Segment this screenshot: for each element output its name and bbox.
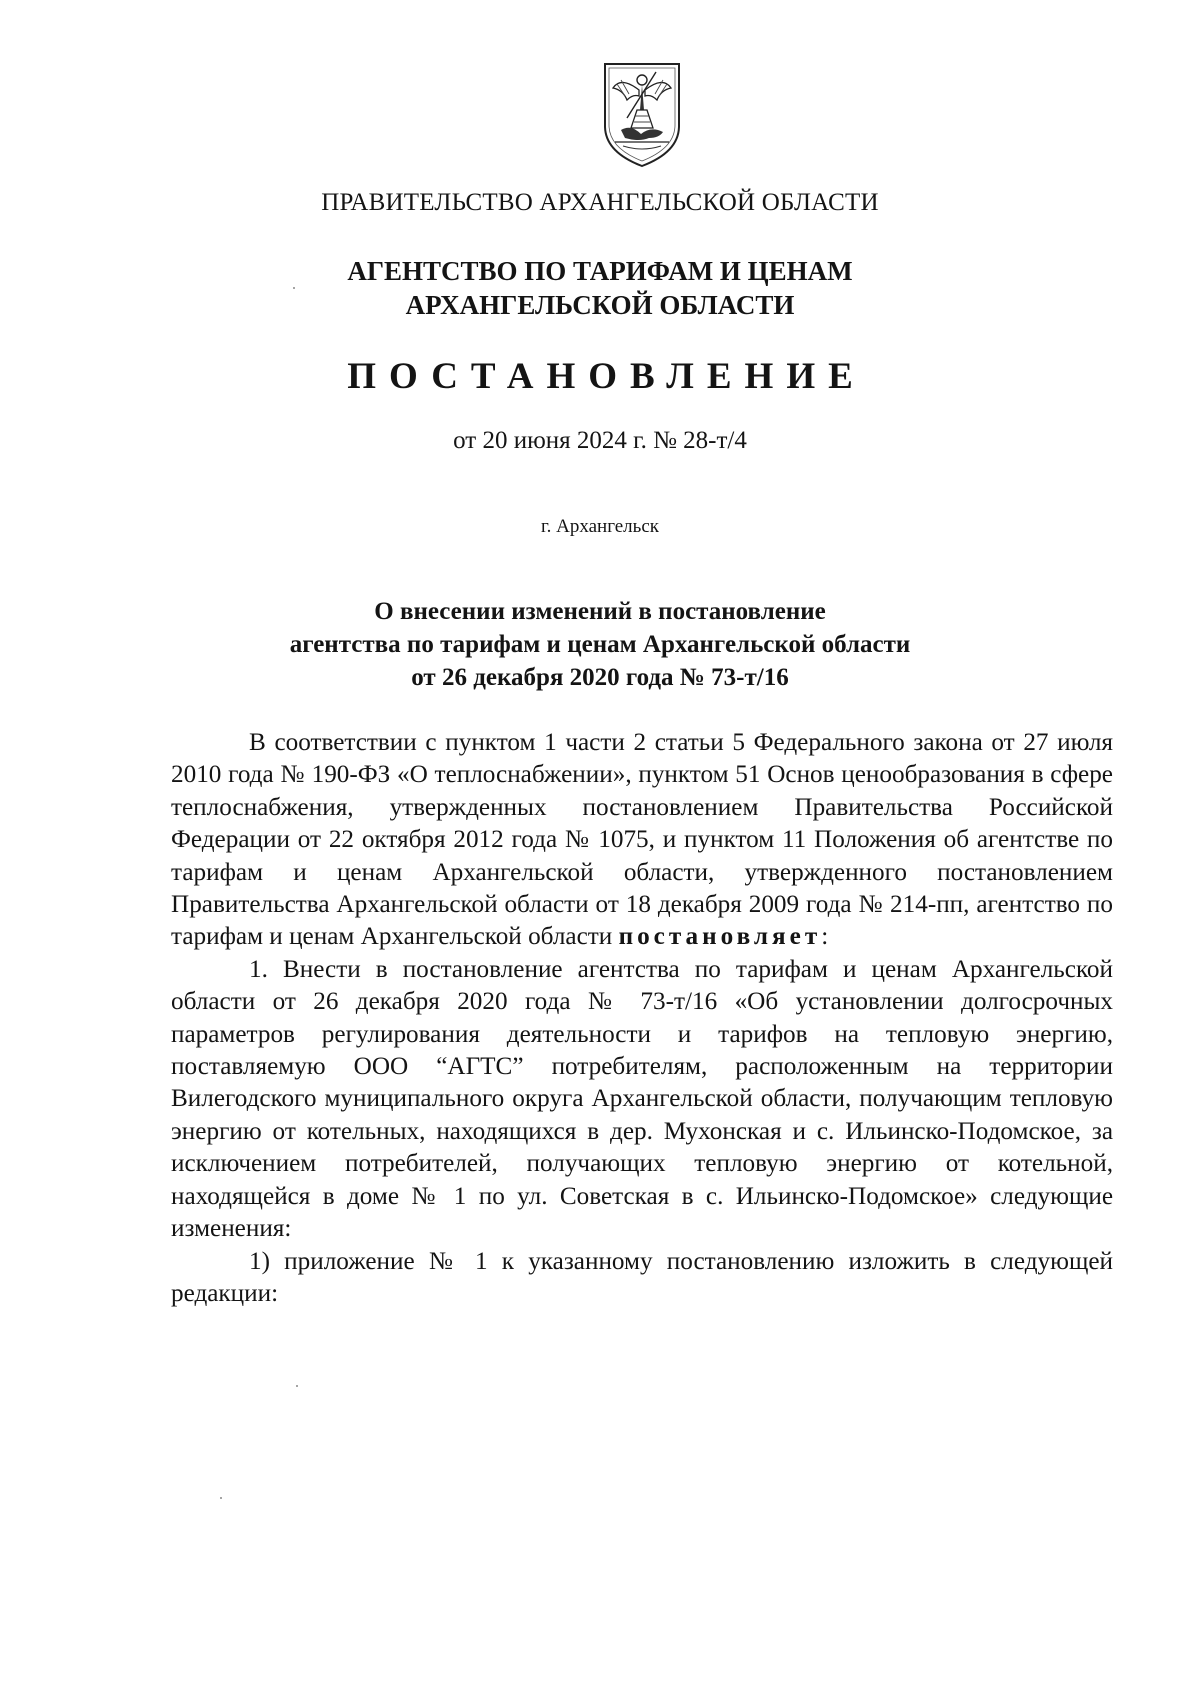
document-body xyxy=(171,727,1113,1310)
document-title xyxy=(0,595,1200,694)
scan-speck xyxy=(293,287,295,289)
subclause-1-paragraph: 1) приложение № 1 к указанному постановлению изложить в следующей редакции: xyxy=(171,1247,1113,1307)
document-type: ПОСТАНОВЛЕНИЕ xyxy=(347,356,866,397)
agency-name-line-1: АГЕНТСТВО ПО ТАРИФАМ И ЦЕНАМ xyxy=(347,256,853,286)
document-title-line-2: агентства по тарифам и ценам Архангельской области xyxy=(289,631,911,658)
document-date-number: от 20 июня 2024 г. № 28-т/4 xyxy=(453,427,747,454)
decree-word: постановляет xyxy=(618,923,822,951)
document-title-line-1: О внесении изменений в постановление xyxy=(374,598,826,625)
archangel-coat-of-arms-icon xyxy=(601,60,683,168)
document-title-line-3: от 26 декабря 2020 года № 73-т/16 xyxy=(411,664,789,691)
scan-speck xyxy=(296,1385,298,1387)
agency-name-line-2: АРХАНГЕЛЬСКОЙ ОБЛАСТИ xyxy=(405,290,795,320)
preamble-colon: : xyxy=(821,923,829,951)
scan-speck xyxy=(220,1497,222,1499)
clause-1-paragraph: 1. Внести в постановление агентства по тарифам и ценам Архангельской области от 26 декабря 2020 года № 73-т/16 «Об установлении долгосрочных параметров регулирования деятельности и тарифов на тепловую энергию, поставляемую ООО “АГТС” потребителям, расположенным на территории Вилегодского муниципального округа Архангельской области, получающим тепловую энергию от котельных, находящихся в дер. Мухонская и с. Ильинско-Подомское, за исключением потребителей, получающих тепловую энергию от котельной, находящейся в доме № 1 по ул. Советская в с. Ильинско-Подомское» следующие изменения: xyxy=(171,955,1113,1243)
preamble-text: В соответствии с пунктом 1 части 2 статьи 5 Федерального закона от 27 июля 2010 года № 190-ФЗ «О теплоснабжении», пунктом 51 Основ ценообразования в сфере теплоснабжения, утвержденных постановлением Правительства Российской Федерации от 22 октября 2012 года № 1075, и пунктом 11 Положения об агентстве по тарифам и ценам Архангельской области, утвержденного постановлением Правительства Архангельской области от 18 декабря 2009 года № 214-пп, агентство по тарифам и ценам Архангельской области xyxy=(171,729,1113,951)
government-name: ПРАВИТЕЛЬСТВО АРХАНГЕЛЬСКОЙ ОБЛАСТИ xyxy=(321,189,879,216)
document-city: г. Архангельск xyxy=(540,516,659,537)
agency-name xyxy=(0,254,1200,322)
preamble-paragraph xyxy=(171,727,1113,954)
